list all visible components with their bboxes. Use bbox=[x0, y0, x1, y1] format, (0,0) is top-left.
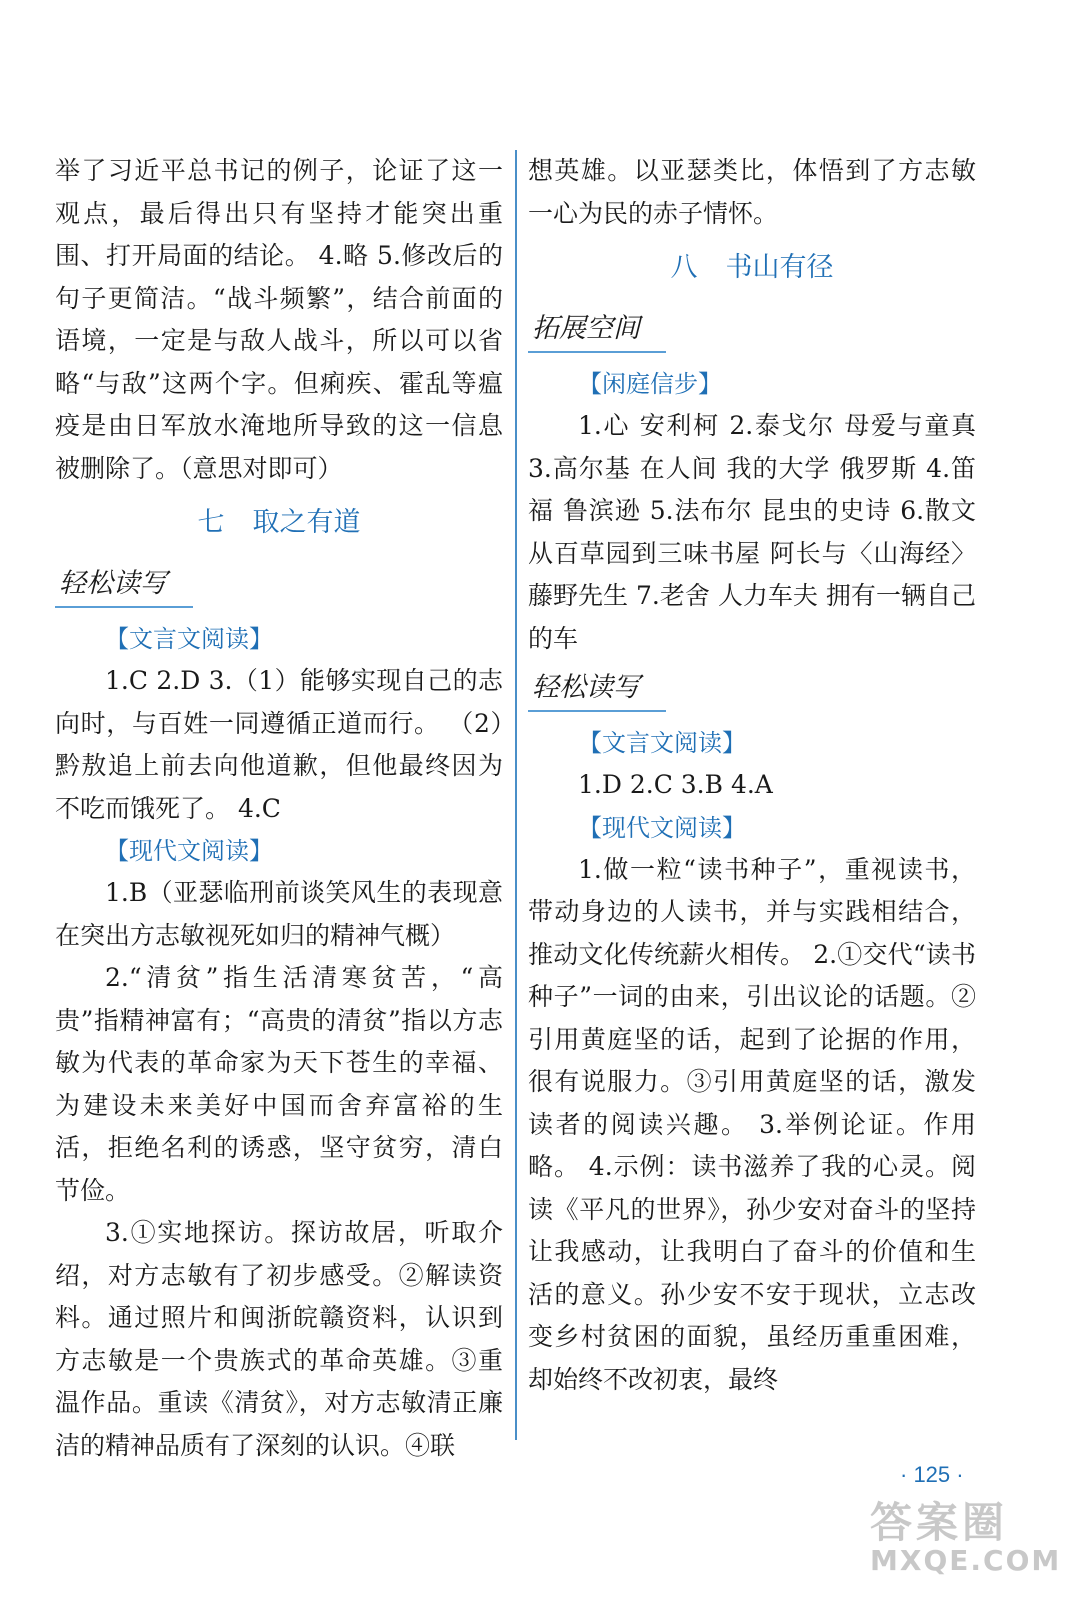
subsection-heading: 【文言文阅读】 bbox=[105, 625, 273, 653]
chapter-number: 七 bbox=[197, 507, 225, 538]
chapter-name: 书山有径 bbox=[725, 252, 834, 283]
chapter-number: 八 bbox=[670, 252, 698, 283]
answer-paragraph: 3.①实地探访。探访故居，听取介绍，对方志敏有了初步感受。②解读资料。通过照片和闽浙皖赣资料，认识到方志敏是一个贵族式的革命英雄。③重温作品。重读《清贫》，对方志敏清正廉洁的精神品质有了深刻的认识。④联 bbox=[55, 1218, 503, 1460]
watermark-logo bbox=[870, 1490, 1061, 1577]
section-heading: 轻松读写 bbox=[528, 668, 666, 712]
right-column bbox=[528, 150, 976, 1401]
watermark-text: 答案圈 bbox=[870, 1498, 1009, 1547]
subsection-heading: 【闲庭信步】 bbox=[578, 370, 722, 398]
page-number: · 125 · bbox=[900, 1462, 964, 1487]
column-divider bbox=[515, 150, 517, 1440]
section-heading: 轻松读写 bbox=[55, 564, 193, 608]
watermark-url: MXQE.COM bbox=[870, 1544, 1062, 1577]
subsection-heading: 【现代文阅读】 bbox=[105, 837, 273, 865]
subsection-heading: 【现代文阅读】 bbox=[578, 813, 746, 842]
chapter-title-8 bbox=[528, 247, 976, 289]
left-column bbox=[55, 150, 503, 1467]
chapter-name: 取之有道 bbox=[252, 507, 361, 538]
answer-paragraph: 1.D 2.C 3.B 4.A bbox=[578, 770, 773, 799]
answer-paragraph: 1.心 安利柯 2.泰戈尔 母爱与童真 3.高尔基 在人间 我的大学 俄罗斯 4.笛福 鲁滨逊 5.法布尔 昆虫的史诗 6.散文 从百草园到三味书屋 阿长与〈山海经〉 藤野先生 7.老舍 人力车夫 拥有一辆自己的车 bbox=[528, 411, 976, 653]
section-heading: 拓展空间 bbox=[528, 309, 666, 353]
continued-paragraph: 想英雄。以亚瑟类比，体悟到了方志敏一心为民的赤子情怀。 bbox=[528, 156, 976, 228]
answer-paragraph: 1.C 2.D 3.（1）能够实现自己的志向时，与百姓一同遵循正道而行。 （2）黔敖追上前去向他道歉，但他最终因为不吃而饿死了。 4.C bbox=[55, 666, 503, 823]
answer-paragraph: 1.B（亚瑟临刑前谈笑风生的表现意在突出方志敏视死如归的精神气概） bbox=[55, 878, 503, 950]
answer-paragraph: 1.做一粒“读书种子”，重视读书，带动身边的人读书，并与实践相结合，推动文化传统薪火相传。 2.①交代“读书种子”一词的由来，引出议论的话题。②引用黄庭坚的话，起到了论据的作用，很有说服力。③引用黄庭坚的话，激发读者的阅读兴趣。 3.举例论证。作用略。 4.示例：读书滋养了我的心灵。阅读《平凡的世界》，孙少安对奋斗的坚持让我感动，让我明白了奋斗的价值和生活的意义。孙少安不安于现状，立志改变乡村贫困的面貌，虽经历重重困难，却始终不改初衷，最终 bbox=[528, 854, 976, 1394]
chapter-title-7 bbox=[55, 502, 503, 544]
answer-paragraph: 2.“清贫”指生活清寒贫苦，“高贵”指精神富有；“高贵的清贫”指以方志敏为代表的革命家为天下苍生的幸福、为建设未来美好中国而舍弃富裕的生活，拒绝名利的诱惑，坚守贫穷，清白节俭。 bbox=[55, 963, 503, 1205]
intro-paragraph: 举了习近平总书记的例子，论证了这一观点，最后得出只有坚持才能突出重围、打开局面的结论。 4.略 5.修改后的句子更简洁。“战斗频繁”，结合前面的语境，一定是与敌人战斗，所以可以省略“与敌”这两个字。但痢疾、霍乱等瘟疫是由日军放水淹地所导致的这一信息被删除了。（意思对即可） bbox=[55, 156, 503, 483]
subsection-heading: 【文言文阅读】 bbox=[578, 729, 746, 757]
